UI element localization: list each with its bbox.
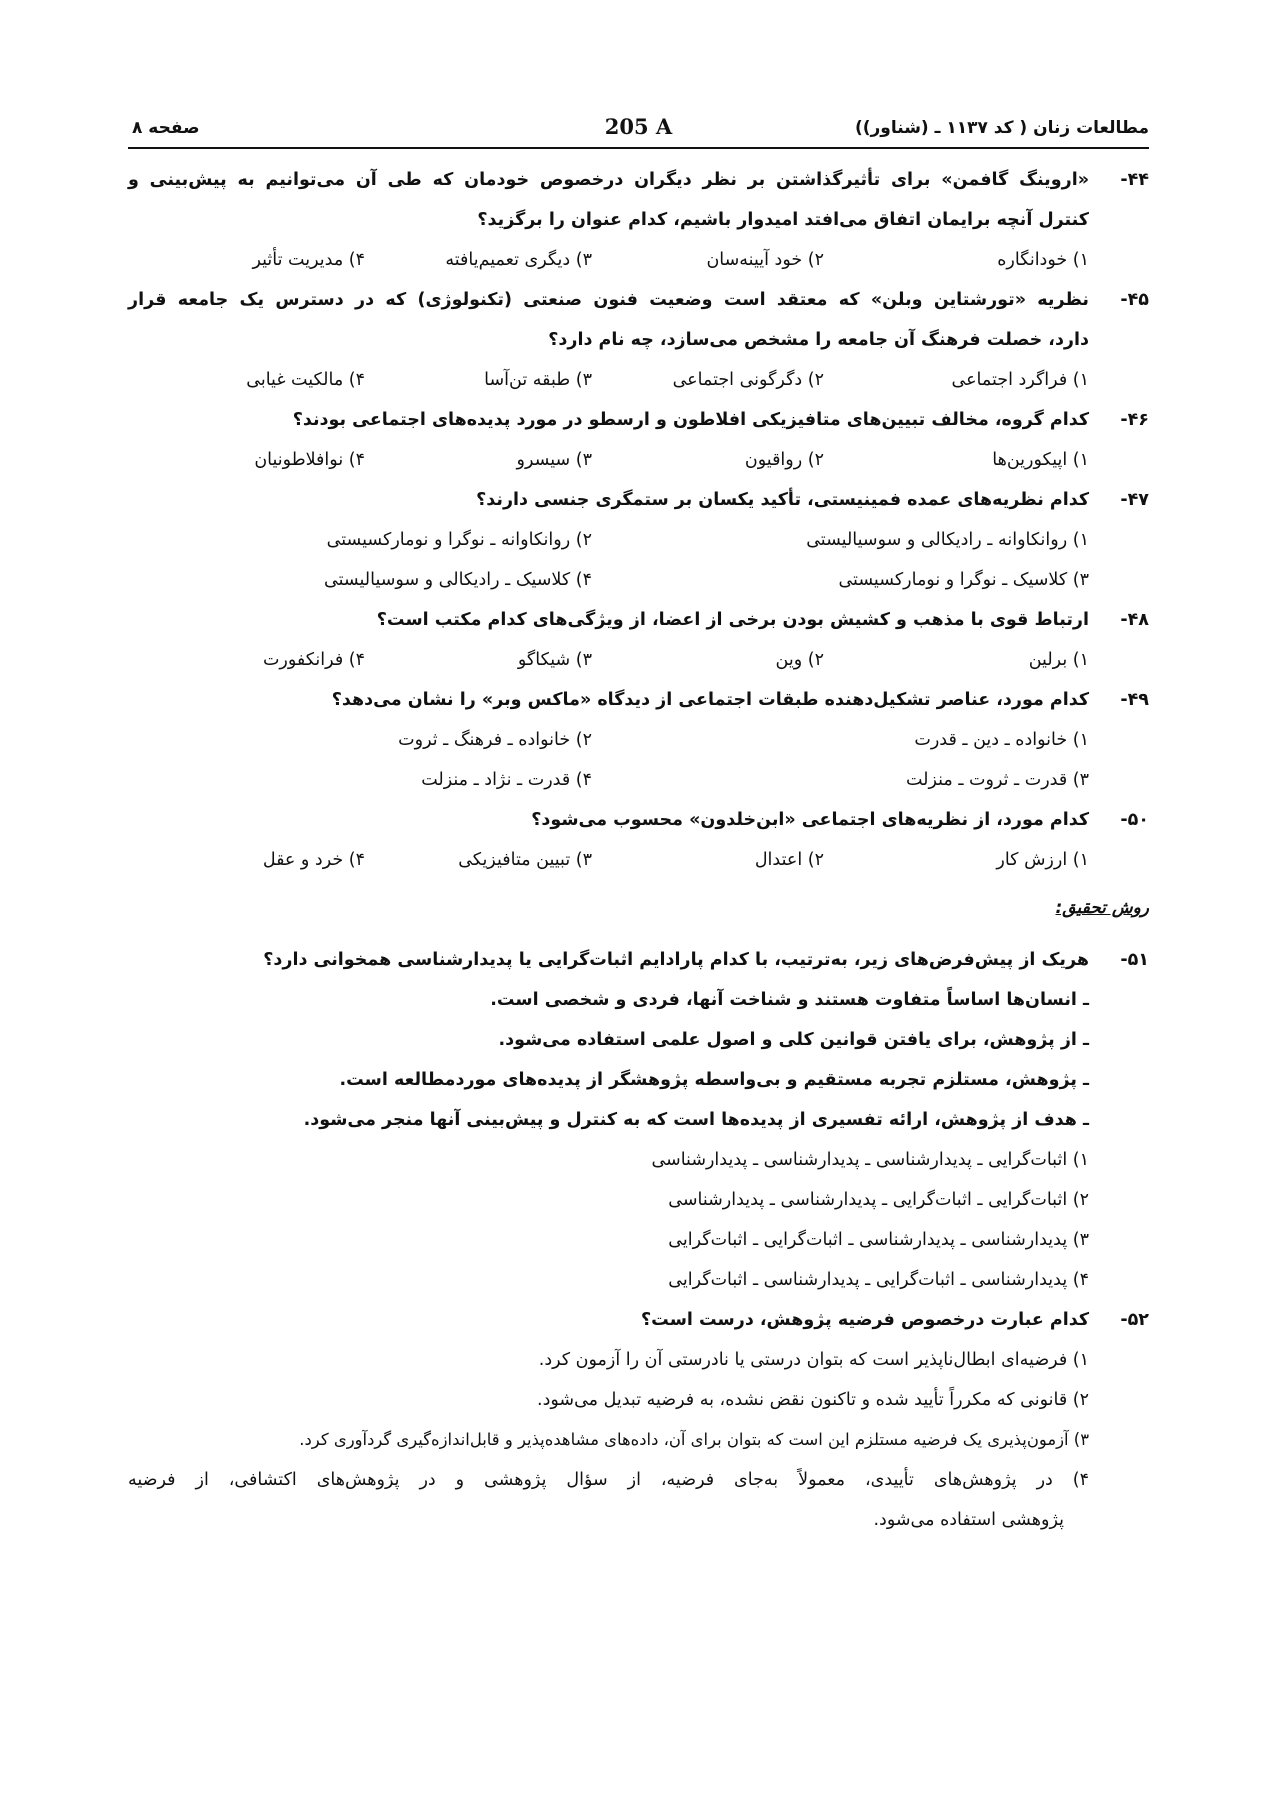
questions-area [128,160,1149,1540]
question-text: کدام عبارت درخصوص فرضیه پژوهش، درست است؟ [641,1310,1089,1330]
option-3[interactable]: ۳) تبیین متافیزیکی [458,850,592,870]
option-1[interactable]: ۱) روانکاوانه ـ رادیکالی و سوسیالیستی [806,530,1089,550]
options-row [128,840,1149,880]
option-4-continuation: پژوهشی استفاده می‌شود. [873,1510,1064,1530]
question-44 [128,160,1149,280]
section-title: روش تحقیق: [1055,898,1149,918]
option-3[interactable]: ۳) کلاسیک ـ نوگرا و نومارکسیستی [838,570,1089,590]
question-number: ۵۱- [1120,950,1149,970]
question-number: ۴۶- [1120,410,1149,430]
option-3[interactable]: ۳) آزمون‌پذیری یک فرضیه مستلزم این است که بتوان برای آن، داده‌های مشاهده‌پذیر و قابل‌اندازه‌گیری گردآوری کرد. [299,1430,1089,1449]
exam-title: مطالعات زنان ( کد ۱۱۳۷ ـ (شناور)) [854,118,1149,138]
option-4[interactable]: ۴) مدیریت تأثیر [252,250,365,270]
option-1[interactable]: ۱) خانواده ـ دین ـ قدرت [914,730,1089,750]
question-text: ارتباط قوی با مذهب و کشیش بودن برخی از اعضا، از ویژگی‌های کدام مکتب است؟ [376,610,1089,630]
question-number: ۵۰- [1120,810,1149,830]
option-3[interactable]: ۳) پدیدارشناسی ـ پدیدارشناسی ـ اثبات‌گرایی ـ اثبات‌گرایی [668,1230,1089,1250]
option-1[interactable]: ۱) اثبات‌گرایی ـ پدیدارشناسی ـ پدیدارشناسی ـ پدیدارشناسی [651,1150,1089,1170]
question-46 [128,400,1149,480]
option-4[interactable]: ۴) مالکیت غیابی [246,370,365,390]
statement: ـ انسان‌ها اساساً متفاوت هستند و شناخت آنها، فردی و شخصی است. [490,990,1089,1010]
option-1[interactable]: ۱) اپیکورین‌ها [992,450,1089,470]
option-1[interactable]: ۱) خودانگاره [997,250,1089,270]
options-row [128,520,1149,560]
question-number: ۴۵- [1120,290,1149,310]
question-text: کنترل آنچه برایمان اتفاق می‌افتد امیدوار باشیم، کدام عنوان را برگزید؟ [477,210,1089,230]
option-2[interactable]: ۲) خود آیینه‌سان [706,250,824,270]
question-text: نظریه «تورشتاین وبلن» که معتقد است وضعیت فنون صنعتی (تکنولوژی) که در دسترس یک جامعه قرار [128,290,1089,310]
question-text: «اروینگ گافمن» برای تأثیرگذاشتن بر نظر دیگران درخصوص خودمان که طی آن می‌توانیم به پیش‌بینی و [128,170,1089,190]
options-row [128,440,1149,480]
header-divider [128,147,1149,149]
statement: ـ هدف از پژوهش، ارائه تفسیری از پدیده‌ها است که به کنترل و پیش‌بینی آنها منجر می‌شود. [303,1110,1089,1130]
option-2[interactable]: ۲) وین [775,650,824,670]
option-1[interactable]: ۱) فرضیه‌ای ابطال‌ناپذیر است که بتوان درستی یا نادرستی آن را آزمون کرد. [538,1350,1089,1370]
option-1[interactable]: ۱) فراگرد اجتماعی [951,370,1089,390]
option-4[interactable]: ۴) نوافلاطونیان [254,450,365,470]
question-number: ۵۲- [1120,1310,1149,1330]
option-2[interactable]: ۲) رواقیون [744,450,824,470]
options-row [128,360,1149,400]
option-1[interactable]: ۱) ارزش کار [996,850,1089,870]
option-2[interactable]: ۲) اثبات‌گرایی ـ اثبات‌گرایی ـ پدیدارشناسی ـ پدیدارشناسی [668,1190,1089,1210]
option-3[interactable]: ۳) سیسرو [516,450,592,470]
question-text: کدام نظریه‌های عمده فمینیستی، تأکید یکسان بر ستمگری جنسی دارند؟ [476,490,1089,510]
statement: ـ از پژوهش، برای یافتن قوانین کلی و اصول علمی استفاده می‌شود. [498,1030,1089,1050]
booklet-code: 205 A [604,114,673,139]
question-number: ۴۹- [1120,690,1149,710]
option-4[interactable]: ۴) خرد و عقل [262,850,365,870]
option-2[interactable]: ۲) دگرگونی اجتماعی [672,370,824,390]
option-3[interactable]: ۳) دیگری تعمیم‌یافته [445,250,592,270]
question-number: ۴۸- [1120,610,1149,630]
option-3[interactable]: ۳) شیکاگو [517,650,592,670]
option-3[interactable]: ۳) قدرت ـ ثروت ـ منزلت [905,770,1089,790]
option-4[interactable]: ۴) قدرت ـ نژاد ـ منزلت [421,770,592,790]
option-4[interactable]: ۴) فرانکفورت [262,650,365,670]
options-row [128,640,1149,680]
option-2[interactable]: ۲) قانونی که مکرراً تأیید شده و تاکنون نقض نشده، به فرضیه تبدیل می‌شود. [537,1390,1089,1410]
option-4[interactable]: ۴) پدیدارشناسی ـ اثبات‌گرایی ـ پدیدارشناسی ـ اثبات‌گرایی [668,1270,1089,1290]
options-row [128,760,1149,800]
question-text: کدام مورد، از نظریه‌های اجتماعی «ابن‌خلدون» محسوب می‌شود؟ [531,810,1089,830]
options-row [128,560,1149,600]
options-row [128,720,1149,760]
question-50 [128,800,1149,880]
question-text: هریک از پیش‌فرض‌های زیر، به‌ترتیب، با کدام پارادایم اثبات‌گرایی یا پدیدارشناسی همخوانی دارد؟ [263,950,1089,970]
question-45 [128,280,1149,400]
option-1[interactable]: ۱) برلین [1028,650,1089,670]
option-3[interactable]: ۳) طبقه تن‌آسا [484,370,592,390]
question-51 [128,940,1149,1300]
question-text: کدام مورد، عناصر تشکیل‌دهنده طبقات اجتماعی از دیدگاه «ماکس وبر» را نشان می‌دهد؟ [331,690,1089,710]
question-text: کدام گروه، مخالف تبیین‌های متافیزیکی افلاطون و ارسطو در مورد پدیده‌های اجتماعی بودند؟ [292,410,1089,430]
statement: ـ پژوهش، مستلزم تجربه مستقیم و بی‌واسطه پژوهشگر از پدیده‌های موردمطالعه است. [339,1070,1089,1090]
option-4[interactable]: ۴) کلاسیک ـ رادیکالی و سوسیالیستی [324,570,592,590]
option-2[interactable]: ۲) خانواده ـ فرهنگ ـ ثروت [398,730,592,750]
options-row [128,240,1149,280]
option-2[interactable]: ۲) روانکاوانه ـ نوگرا و نومارکسیستی [326,530,592,550]
question-number: ۴۴- [1120,170,1149,190]
option-2[interactable]: ۲) اعتدال [754,850,824,870]
question-text: دارد، خصلت فرهنگ آن جامعه را مشخص می‌سازد، چه نام دارد؟ [548,330,1089,350]
question-49 [128,680,1149,800]
question-48 [128,600,1149,680]
page-number: صفحه ۸ [132,118,200,138]
option-4[interactable]: ۴) در پژوهش‌های تأییدی، معمولاً به‌جای فرضیه، از سؤال پژوهشی و در پژوهش‌های اکتشافی، از فرضیه [128,1470,1089,1490]
question-number: ۴۷- [1120,490,1149,510]
question-52 [128,1300,1149,1540]
question-47 [128,480,1149,600]
